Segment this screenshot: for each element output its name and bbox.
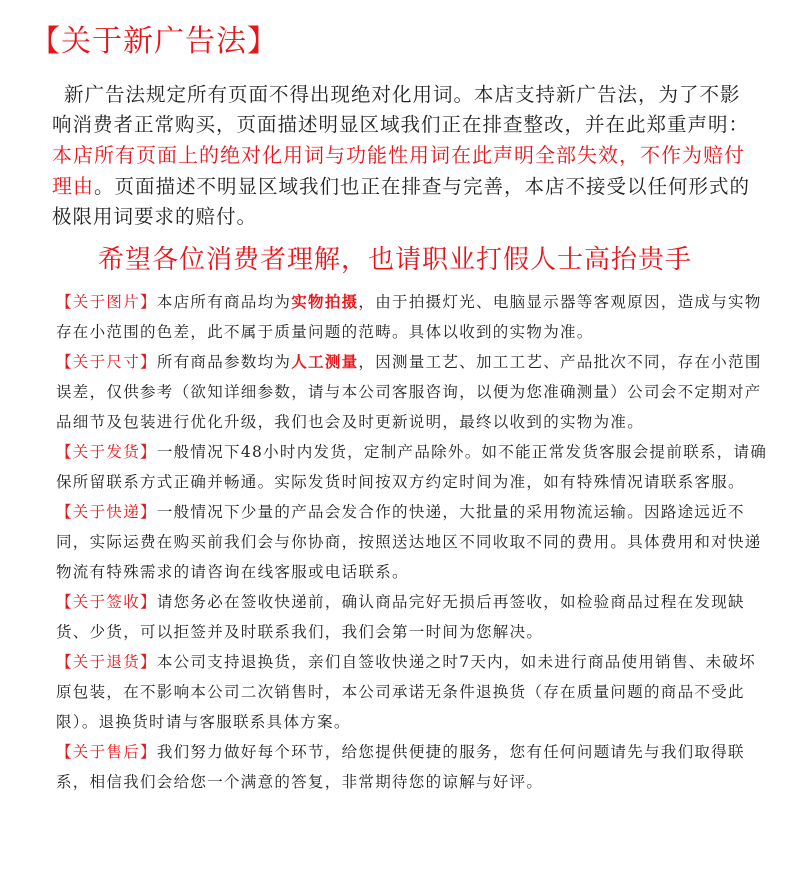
section-tag: 【关于退货】 xyxy=(56,653,157,671)
section-images xyxy=(30,287,770,347)
section-text: 一般情况下48小时内发货，定制产品除外。如不能正常发货客服会提前联系，请确保所留联系方式正确并畅通。实际发货时间按双方约定时间为准，如有特殊情况请联系客服。 xyxy=(56,443,768,491)
section-text: 我们努力做好每个环节，给您提供便捷的服务，您有任何问题请先与我们取得联系，相信我们会给您一个满意的答复，非常期待您的谅解与好评。 xyxy=(56,743,745,791)
policy-sections xyxy=(30,287,770,797)
section-tag: 【关于图片】 xyxy=(56,293,157,311)
intro-paragraph xyxy=(52,80,752,232)
section-tag: 【关于签收】 xyxy=(56,593,157,611)
section-text: ，由于拍摄灯光、电脑显示器等客观原因，造成与实物存在小范围的色差，此不属于质量问题的范畴。具体以收到的实物为准。 xyxy=(56,293,762,341)
page-title: 【关于新广告法】 xyxy=(30,24,278,59)
section-text: 本店所有商品均为 xyxy=(156,293,292,311)
section-courier xyxy=(30,497,770,587)
intro-disclaimer: 本店所有页面上的绝对化用词与功能性用词在此声明全部失效，不作为赔付理由 xyxy=(52,143,745,198)
section-text: ，因测量工艺、加工工艺、产品批次不同，存在小范围误差，仅供参考（欲知详细参数，请与本公司客服咨询，以便为您准确测量）公司会不定期对产品细节及包装进行优化升级，我们也会及时更新说明，最终以收到的实物为准。 xyxy=(56,353,762,431)
intro-text-1: 新广告法规定所有页面不得出现绝对化用词。本店支持新广告法，为了不影响消费者正常购买，页面描述明显区域我们正在排查整改，并在此郑重声明： xyxy=(52,83,750,136)
intro-text-2: 。页面描述不明显区域我们也正在排查与完善，本店不接受以任何形式的极限用词要求的赔付。 xyxy=(52,175,751,228)
section-signing xyxy=(30,587,770,647)
section-text: 所有商品参数均为 xyxy=(156,353,292,371)
section-size xyxy=(30,347,770,437)
section-shipping xyxy=(30,437,770,497)
section-aftersales xyxy=(30,737,770,797)
section-highlight: 实物拍摄 xyxy=(291,293,359,311)
section-tag: 【关于售后】 xyxy=(56,743,157,761)
section-highlight: 人工测量 xyxy=(291,353,359,371)
section-text: 一般情况下少量的产品会发合作的快递，大批量的采用物流运输。因路途远近不同，实际运费在购买前我们会与你协商，按照送达地区不同收取不同的费用。具体费用和对快递物流有特殊需求的请咨询在线客服或电话联系。 xyxy=(56,503,762,581)
section-text: 请您务必在签收快递前，确认商品完好无损后再签收，如检验商品过程在发现缺货、少货，可以拒签并及时联系我们，我们会第一时间为您解决。 xyxy=(56,593,745,641)
section-tag: 【关于尺寸】 xyxy=(56,353,157,371)
section-tag: 【关于发货】 xyxy=(56,443,157,461)
section-returns xyxy=(30,647,770,737)
section-text: 本公司支持退换货，亲们自签收快递之时7天内，如未进行商品使用销售、未破坏原包装，在不影响本公司二次销售时，本公司承诺无条件退换货（存在质量问题的商品不受此限）。退换货时请与客服联系具体方案。 xyxy=(56,653,756,731)
appeal-headline: 希望各位消费者理解，也请职业打假人士高抬贵手 xyxy=(97,245,692,275)
section-tag: 【关于快递】 xyxy=(56,503,157,521)
